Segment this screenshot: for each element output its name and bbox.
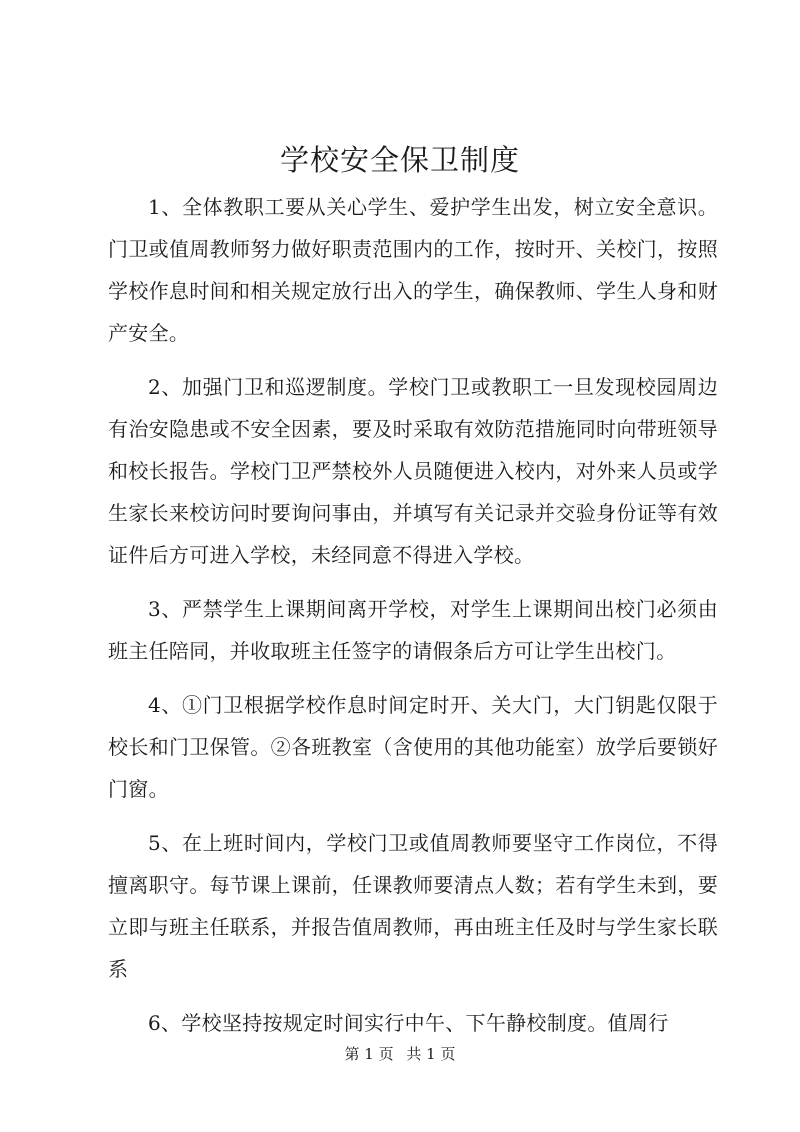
paragraph-4: 4、①门卫根据学校作息时间定时开、关大门，大门钥匙仅限于校长和门卫保管。②各班教室（含使用的其他功能室）放学后要锁好门窗。 xyxy=(108,693,718,801)
document-title: 学校安全保卫制度 xyxy=(279,143,520,177)
paragraph-1: 1、全体教职工要从关心学生、爱护学生出发，树立安全意识。门卫或值周教师努力做好职责范围内的工作，按时开、关校门，按照学校作息时间和相关规定放行出入的学生，确保教师、学生人身和财产安全。 xyxy=(108,195,718,345)
document-body xyxy=(108,186,718,1056)
paragraph-2: 2、加强门卫和巡逻制度。学校门卫或教职工一旦发现校园周边有治安隐患或不安全因素，要及时采取有效防范措施同时向带班领导和校长报告。学校门卫严禁校外人员随便进入校内，对外来人员或学生家长来校访问时要询问事由，并填写有关记录并交验身份证等有效证件后方可进入学校，未经同意不得进入学校。 xyxy=(108,375,718,567)
page-total: 共 1 页 xyxy=(406,1045,456,1063)
page-footer xyxy=(0,1044,800,1064)
page-number: 第 1 页 xyxy=(344,1045,394,1063)
paragraph-5: 5、在上班时间内，学校门卫或值周教师要坚守工作岗位，不得擅离职守。每节课上课前，任课教师要清点人数；若有学生未到，要立即与班主任联系，并报告值周教师，再由班主任及时与学生家长联系 xyxy=(108,831,718,981)
paragraph-6: 6、学校坚持按规定时间实行中午、下午静校制度。值周行 xyxy=(148,1011,669,1035)
paragraph-3: 3、严禁学生上课期间离开学校，对学生上课期间出校门必须由班主任陪同，并收取班主任签字的请假条后方可让学生出校门。 xyxy=(108,597,718,663)
